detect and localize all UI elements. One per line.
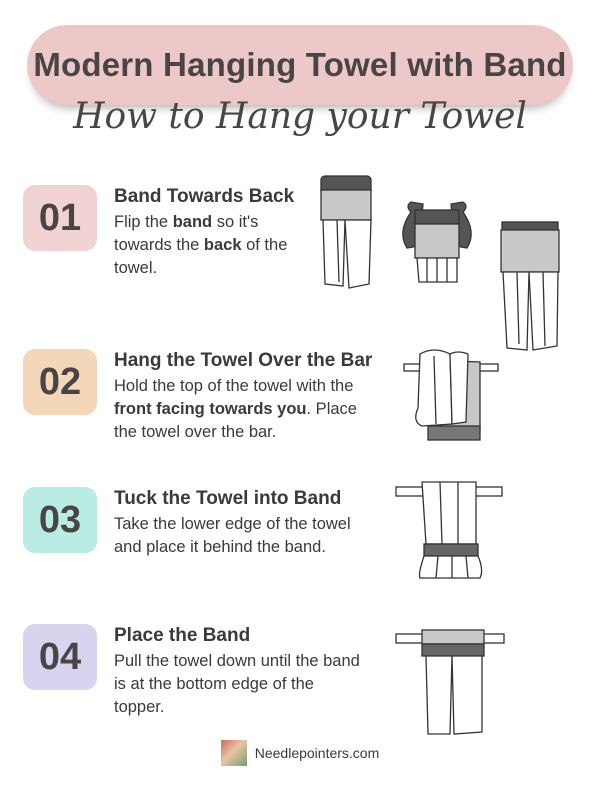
needlepoint-logo-icon — [221, 740, 247, 766]
title-banner — [27, 25, 573, 105]
text-run: Pull the towel down until the band is at the bottom edge of the topper. — [114, 652, 360, 716]
towel-tuck-band-illustration — [394, 478, 504, 583]
step-description — [114, 513, 354, 559]
emphasis-text: front facing towards you — [114, 400, 307, 418]
step-title: Place the Band — [114, 625, 251, 646]
step-number-badge: 03 — [23, 487, 97, 553]
text-run: of the towel. — [114, 236, 288, 277]
step-title: Hang the Towel Over the Bar — [114, 350, 373, 371]
towel-over-bar-illustration — [400, 348, 510, 448]
step-description — [114, 650, 364, 719]
towel-band-placed-illustration — [394, 626, 506, 738]
text-run: Hold the top of the towel with the — [114, 377, 354, 395]
text-run: so it's towards the — [114, 213, 259, 254]
footer-site-link[interactable]: Needlepointers.com — [254, 745, 380, 761]
emphasis-text: band — [172, 213, 213, 231]
page-title: Modern Hanging Towel with Band — [33, 46, 567, 83]
page-subtitle: How to Hang your Towel — [73, 96, 527, 137]
text-run: . Place the towel over the bar. — [114, 400, 357, 441]
footer — [0, 740, 600, 766]
step-number-badge: 04 — [23, 624, 97, 690]
step-number-badge: 01 — [23, 185, 97, 251]
text-run: Flip the — [114, 213, 173, 231]
step-description — [114, 211, 309, 280]
text-run: Take the lower edge of the towel and place it behind the band. — [114, 515, 351, 556]
emphasis-text: back — [203, 236, 242, 254]
step-title: Band Towards Back — [114, 186, 295, 207]
towel-band-back-illustration — [315, 172, 575, 352]
step-title: Tuck the Towel into Band — [114, 488, 342, 509]
step-number-badge: 02 — [23, 349, 97, 415]
step-description — [114, 375, 374, 444]
